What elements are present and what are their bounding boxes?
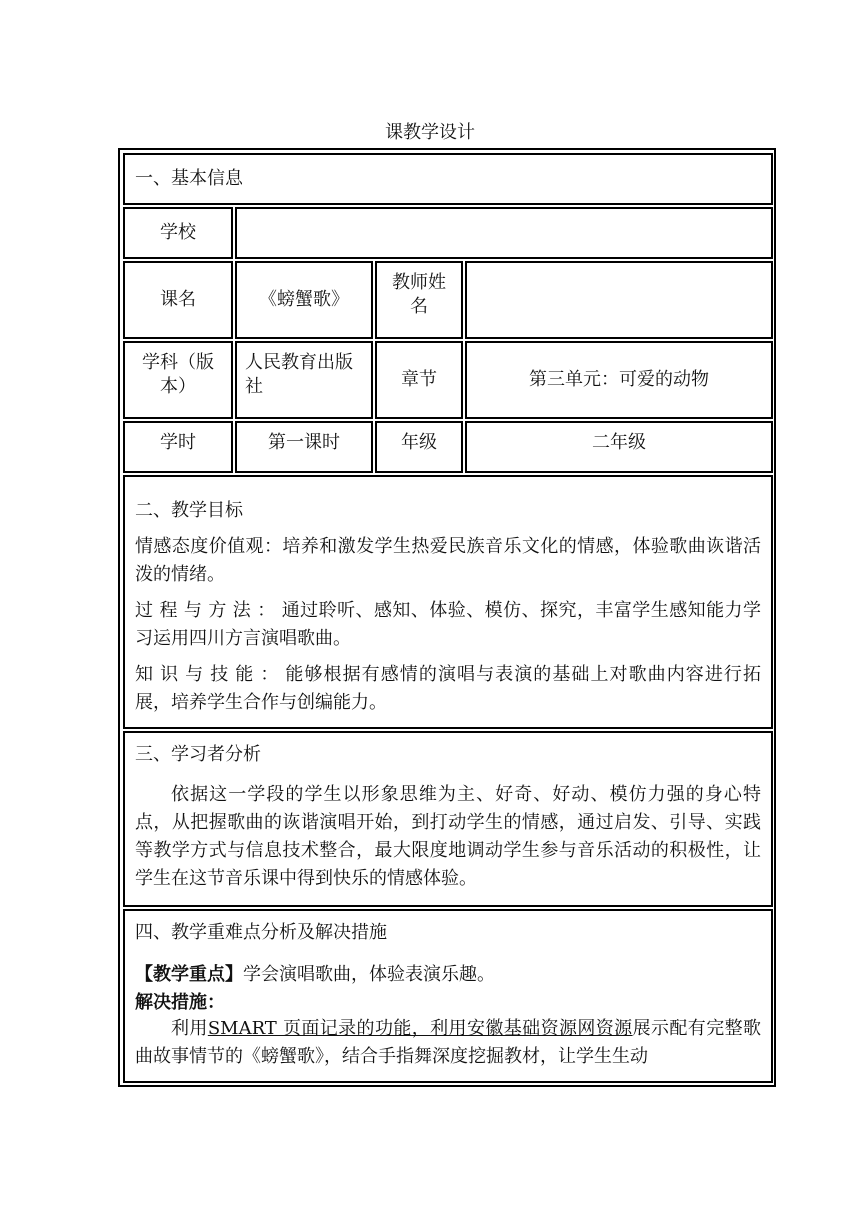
measure-text: 利用SMART 页面记录的功能，利用安徽基础资源网资源展示配有完整歌曲故事情节的《螃蟹歌》，结合手指舞深度挖掘教材，让学生生动 — [135, 1018, 762, 1067]
section-basic-info-heading — [123, 153, 773, 205]
learner-text: 依据这一学段的学生以形象思维为主、好奇、好动、模仿力强的身心特点，从把握歌曲的诙谐演唱开始，到打动学生的情感，通过启发、引导、实践等教学方式与信息技术整合，最大限度地调动学生参与音乐活动的积极性，让学生在这节音乐课中得到快乐的情感体验。 — [135, 784, 761, 889]
teacher-value — [465, 261, 773, 339]
grade-label: 年级 — [375, 421, 463, 473]
section-learner-analysis — [123, 731, 773, 907]
objective-process: 过程与方法：通过聆听、感知、体验、模仿、探究，丰富学生感知能力学习运用四川方言演唱歌曲。 — [135, 600, 762, 649]
period-label: 学时 — [123, 421, 233, 473]
subject-value: 人民教育出版社 — [235, 341, 373, 419]
school-value — [235, 207, 773, 259]
section-key-points — [123, 909, 773, 1083]
objective-knowledge: 知识与技能：能够根据有感情的演唱与表演的基础上对歌曲内容进行拓展，培养学生合作与创编能力。 — [135, 664, 762, 713]
objectives-heading: 二、教学目标 — [135, 500, 243, 521]
measure-label: 解决措施： — [135, 992, 225, 1013]
grade-value: 二年级 — [465, 421, 773, 473]
course-value: 《螃蟹歌》 — [235, 261, 373, 339]
teacher-label: 教师姓名 — [375, 261, 463, 339]
learner-heading: 三、学习者分析 — [135, 744, 261, 765]
page-title: 课教学设计 — [385, 122, 475, 143]
teaching-focus: 【教学重点】学会演唱歌曲，体验表演乐趣。 — [135, 964, 495, 985]
objective-emotion: 情感态度价值观：培养和激发学生热爱民族音乐文化的情感，体验歌曲诙谐活泼的情绪。 — [135, 536, 761, 585]
school-label: 学校 — [123, 207, 233, 259]
subject-label: 学科（版本） — [123, 341, 233, 419]
chapter-label: 章节 — [375, 341, 463, 419]
chapter-value: 第三单元：可爱的动物 — [465, 341, 773, 419]
lesson-table — [118, 148, 776, 1087]
keypoints-heading: 四、教学重难点分析及解决措施 — [135, 922, 387, 943]
section-objectives — [123, 475, 773, 729]
section-heading-text: 一、基本信息 — [135, 168, 243, 189]
period-value: 第一课时 — [235, 421, 373, 473]
course-label: 课名 — [123, 261, 233, 339]
